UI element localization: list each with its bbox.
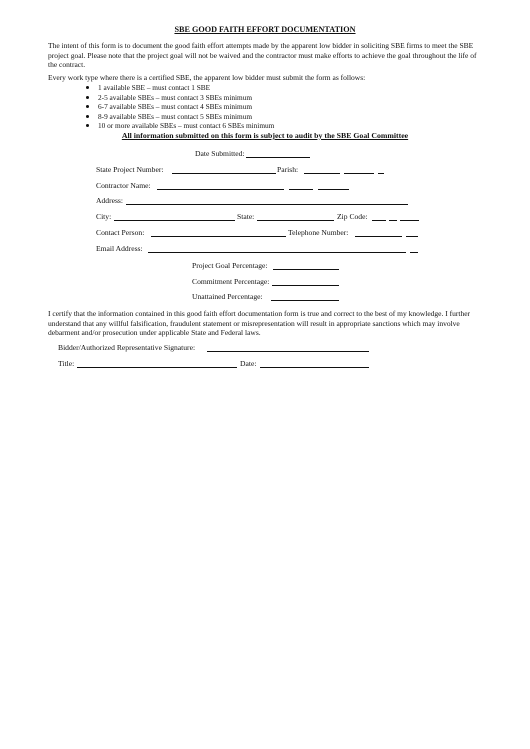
intro-paragraph: The intent of this form is to document the good faith effort attempts made by the apparent low bidder in soliciting SBE firms to meet the SBE project goal. Please note that the project goal will not be waived and the contractor must make efforts to achieve the goal throughout the life of the contract. [48,41,477,70]
zip-code-field-tail[interactable] [400,220,419,221]
form-title: SBE GOOD FAITH EFFORT DOCUMENTATION [174,25,356,34]
email-address-field-tail[interactable] [410,252,418,253]
title-field[interactable] [77,367,237,368]
zip-code-label: Zip Code: [337,212,368,221]
work-type-intro: Every work type where there is a certified SBE, the apparent low bidder must submit the form as follows: [48,73,366,82]
state-project-number-field[interactable] [172,173,276,174]
list-item: 1 available SBE – must contact 1 SBE [86,83,274,93]
city-label: City: [96,212,112,221]
commitment-percentage-field[interactable] [272,285,339,286]
state-label: State: [237,212,255,221]
parish-field[interactable] [304,173,340,174]
zip-code-field-extra[interactable] [389,220,397,221]
unattained-percentage-label: Unattained Percentage: [192,292,263,301]
email-address-label: Email Address: [96,244,143,253]
city-field[interactable] [114,220,235,221]
telephone-number-label: Telephone Number: [288,228,349,237]
date-field[interactable] [260,367,369,368]
date-submitted-field[interactable] [246,157,310,158]
contact-person-field[interactable] [151,236,286,237]
signature-label: Bidder/Authorized Representative Signature: [58,343,196,352]
list-item: 10 or more available SBEs – must contact 6 SBEs minimum [86,121,274,131]
address-label: Address: [96,196,123,205]
certification-statement: I certify that the information contained in this good faith effort documentation form is true and correct to the best of my knowledge. I further understand that any willful falsification, fraudulent statement or misrepresentation will result in appropriate sanctions which may involve debarment and/or prosecution under applicable State and Federal laws. [48,309,471,338]
zip-code-field[interactable] [372,220,386,221]
list-item: 8-9 available SBEs – must contact 5 SBEs minimum [86,112,274,122]
parish-field-tail[interactable] [378,173,384,174]
signature-field[interactable] [207,351,369,352]
project-goal-percentage-field[interactable] [273,269,339,270]
parish-label: Parish: [277,165,299,174]
state-project-number-label: State Project Number: [96,165,164,174]
date-label: Date: [240,359,257,368]
contractor-name-field-extra[interactable] [289,189,313,190]
audit-notice: All information submitted on this form is subject to audit by the SBE Goal Committee [121,131,409,140]
contractor-name-label: Contractor Name: [96,181,151,190]
contractor-name-field-tail[interactable] [318,189,349,190]
project-goal-percentage-label: Project Goal Percentage: [192,261,268,270]
unattained-percentage-field[interactable] [271,300,339,301]
title-label: Title: [58,359,75,368]
state-field[interactable] [257,220,334,221]
date-submitted-label: Date Submitted: [195,149,245,158]
list-item: 6-7 available SBEs – must contact 4 SBEs minimum [86,102,274,112]
email-address-field[interactable] [148,252,406,253]
contractor-name-field[interactable] [157,189,284,190]
address-field[interactable] [126,204,408,205]
list-item: 2-5 available SBEs – must contact 3 SBEs minimum [86,93,274,103]
telephone-number-field-tail[interactable] [406,236,418,237]
telephone-number-field[interactable] [355,236,402,237]
contact-person-label: Contact Person: [96,228,145,237]
requirements-list [86,83,274,131]
commitment-percentage-label: Commitment Percentage: [192,277,270,286]
parish-field-extra[interactable] [344,173,374,174]
